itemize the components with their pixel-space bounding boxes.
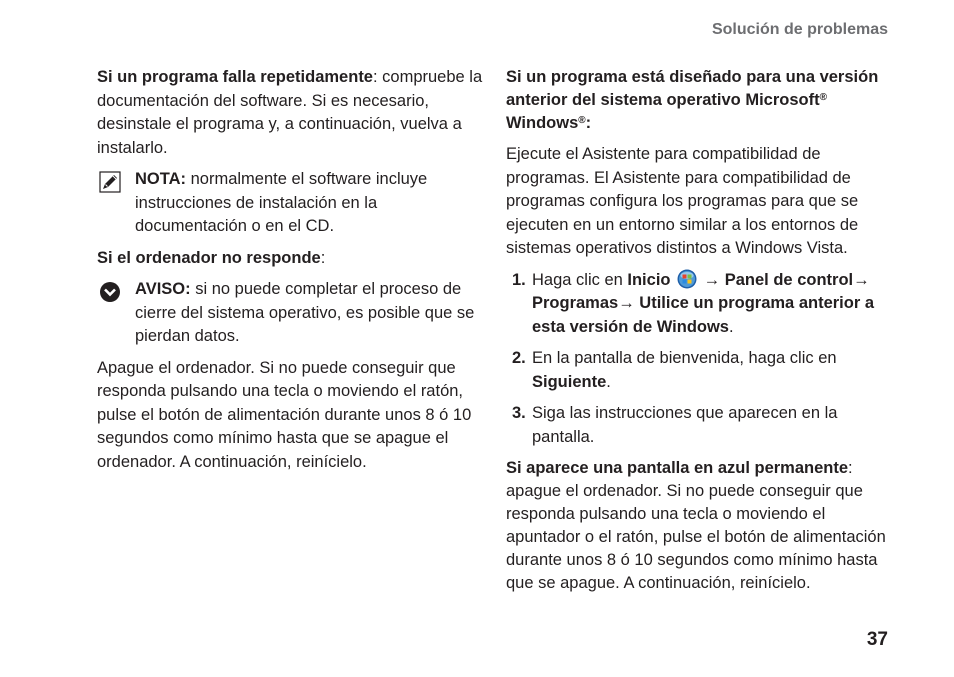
path-label: → Panel de control→ Programas→ Utilice un programa anterior a esta versión de Windows: [532, 270, 875, 336]
program-crash-heading: Si un programa falla repetidamente: [97, 68, 373, 86]
not-responding-colon: :: [320, 248, 326, 267]
step-text: Haga clic en: [532, 270, 628, 289]
list-item: [506, 402, 890, 449]
aviso-text: si no puede completar el proceso de cierre del sistema operativo, es posible que se pierdan datos.: [135, 280, 475, 345]
windows-start-orb-icon: [677, 269, 697, 289]
step-number: 2.: [512, 349, 526, 367]
paragraph-shutdown: Apague el ordenador. Si no puede conseguir que responda pulsando una tecla o moviendo el ratón, pulse el botón de alimentación durante unos 8 ó 10 segundos como mínimo hasta que se apague el ordenador. A continuación, reinícielo.: [97, 358, 472, 471]
right-column: [506, 66, 890, 603]
section-title: Solución de problemas: [711, 21, 888, 38]
caution-arrow-icon: [99, 281, 121, 303]
paragraph-blue-screen: [506, 457, 890, 595]
registered-mark: ®: [819, 92, 827, 103]
step-text: En la pantalla de bienvenida, haga clic en: [532, 349, 837, 367]
blue-screen-text: : apague el ordenador. Si no puede conseguir que responda pulsando una tecla o moviendo el apuntador o el ratón, pulse el botón de alimentación durante unos 8 ó 10 segundos como mínimo hasta que se apague. A continuación, reinícielo.: [506, 459, 886, 592]
pencil-note-icon: [99, 171, 121, 193]
aviso-box: [97, 278, 483, 349]
left-column: [97, 66, 483, 482]
compat-heading-c: :: [585, 114, 592, 132]
not-responding-heading: Si el ordenador no responde: [97, 248, 321, 267]
next-label: Siguiente: [532, 372, 607, 391]
note-label: NOTA:: [135, 170, 187, 188]
list-item: [506, 347, 890, 394]
list-item: [506, 269, 890, 340]
compat-heading-b: Windows: [506, 114, 579, 132]
blue-screen-heading: Si aparece una pantalla en azul permanente: [506, 459, 849, 477]
page-number: 37: [866, 629, 888, 650]
note-box: [97, 168, 483, 239]
compat-heading-a: Si un programa está diseñado para una versión anterior del sistema operativo Microsoft: [506, 68, 879, 109]
compat-intro: Ejecute el Asistente para compatibilidad de programas. El Asistente para compatibilidad de programas configura los programas para que se ejecuten en un entorno similar a los entornos de sistemas operativos distintos a Windows Vista.: [506, 145, 859, 257]
aviso-label: AVISO:: [135, 280, 191, 298]
step-end: .: [729, 317, 734, 336]
step-text: Siga las instrucciones que aparecen en la pantalla.: [532, 404, 838, 446]
step-number: 3.: [512, 404, 526, 422]
steps-list: [506, 269, 890, 450]
start-label: Inicio: [627, 270, 671, 289]
paragraph-program-crash: [97, 66, 483, 160]
program-crash-text: : compruebe la documentación del software. Si es necesario, desinstale el programa y, a continuación, vuelva a instalarlo.: [97, 68, 483, 157]
paragraph-not-responding: [97, 247, 483, 271]
step-end: .: [606, 372, 611, 391]
step-number: 1.: [512, 270, 526, 289]
note-text: normalmente el software incluye instrucciones de instalación en la documentación o en el CD.: [135, 170, 428, 235]
registered-mark-2: ®: [578, 115, 586, 126]
compat-heading: [506, 66, 890, 135]
